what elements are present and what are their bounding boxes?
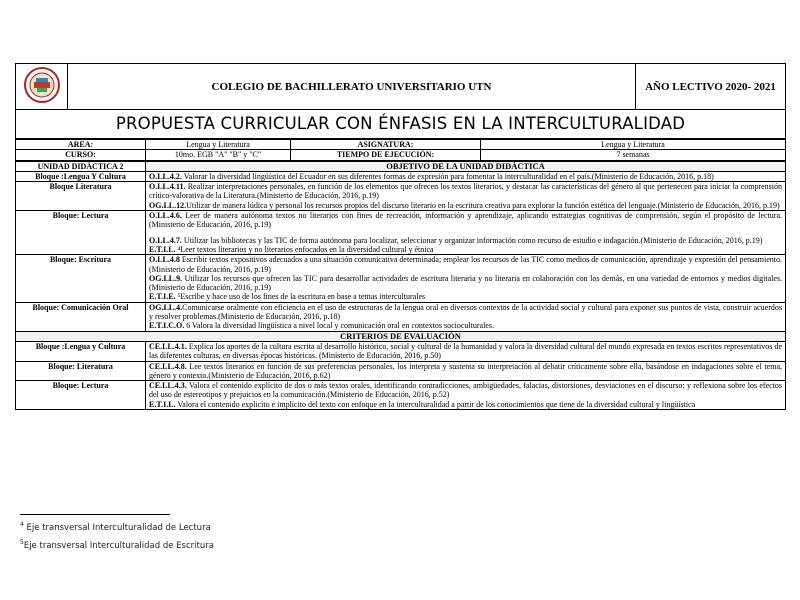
- criterio-item: [149, 342, 782, 361]
- objetivo-content: [146, 211, 786, 255]
- tiempo-label: TIEMPO DE EJECUCIÓN:: [291, 150, 481, 160]
- objetivo-text: Leer de manera autónoma textos no literarios con fines de recreación, información y aprendizaje, aplicando estrategias cognitivas de comprensión, según el propósito de lectura.(Ministerio de Educación, 2016, p.19): [149, 211, 782, 230]
- criterio-item: [149, 400, 782, 409]
- area-value: Lengua y Literatura: [146, 140, 291, 150]
- objetivo-bloque-label: Bloque :Lengua Y Cultura: [16, 171, 146, 181]
- document-title: PROPUESTA CURRICULAR CON ÉNFASIS EN LA INTERCULTURALIDAD: [16, 110, 786, 139]
- objetivo-item: [149, 303, 782, 322]
- objetivo-text: Realizar interpretaciones personales, en función de los elementos que ofrecen los textos literarios, y destacar las características del género al que pertenecen para iniciar la comprensión crítico-valorativa de la Literatura.(Ministerio de Educación, 2016, p.19): [149, 182, 782, 201]
- criterio-text: Valora el contenido explícito de dos o más textos orales, identificando contradicciones, ambigüedades, falacias, distorsiones, desviaciones en el discurso; y reflexiona sobre los efectos del uso de estereotipos y prejuicios en la comunicación.(Ministerio de Educación, 2016, p.52): [149, 381, 782, 400]
- criterio-row: [16, 361, 786, 381]
- objetivo-text: 6 Valora la diversidad lingüística a nivel local y comunicación oral en contextos socioculturales.: [184, 321, 494, 331]
- footnote-divider: [20, 514, 170, 515]
- objetivo-content: [146, 302, 786, 331]
- objetivo-item: [149, 292, 782, 301]
- criterio-code: CE.LL.4.1.: [149, 341, 187, 351]
- footnotes: [20, 514, 780, 557]
- objetivo-item: [149, 236, 782, 245]
- objetivo-code: O.LL.4.8: [149, 255, 180, 265]
- objetivo-row: [16, 302, 786, 331]
- criterios-header: CRITERIOS DE EVALUACIÓN: [16, 331, 786, 341]
- school-crest-icon: [22, 66, 62, 104]
- objetivo-code: O.LL.4.7.: [149, 235, 182, 245]
- objetivo-item: [149, 274, 782, 293]
- asignatura-label: ASIGNATURA:: [291, 140, 481, 150]
- objetivos-section: [16, 171, 786, 331]
- curricular-document: [15, 63, 786, 410]
- objetivo-text: ⁴Leer textos literarios y no literarios enfocados en la diversidad cultural y étnica: [175, 244, 434, 254]
- objetivo-text: ⁵Escribe y hace uso de los fines de la escritura en base a temas interculturales: [175, 292, 426, 302]
- footnote-number: 4: [20, 521, 24, 528]
- objetivo-item: [149, 201, 782, 210]
- criterios-section: [16, 341, 786, 409]
- school-logo: [16, 64, 68, 110]
- objetivo-row: [16, 255, 786, 302]
- footnote: [20, 521, 780, 533]
- meta-table: [15, 139, 786, 161]
- objetivo-row: [16, 182, 786, 211]
- objetivo-text: Utilizar de manera lúdica y personal los recursos propios del discurso literario en la escritura creativa para explorar la función estética del lenguaje.(Ministerio de Educación, 2016, p.19): [186, 200, 780, 210]
- criterio-text: Lee textos literarios en función de sus preferencias personales, los interpreta y sustenta su interpretación al debatir críticamente sobre ella, basándose en indagaciones sobre el tema, género y contexto.(Ministerio de Educación, 2016, p.62): [149, 361, 782, 380]
- objetivo-row: [16, 171, 786, 181]
- area-label: AREA:: [16, 140, 146, 150]
- asignatura-value: Lengua y Literatura: [481, 140, 786, 150]
- content-table: [15, 161, 786, 410]
- objetivo-content: [146, 255, 786, 302]
- objetivo-code: E.T.I.E.: [149, 292, 176, 302]
- objetivo-content: [146, 171, 786, 181]
- criterio-code: CE.LL.4.3.: [149, 381, 187, 391]
- objetivo-item: [149, 172, 782, 181]
- objetivo-code: E.T.I.C.O.: [149, 321, 185, 331]
- footnote: [20, 539, 780, 551]
- criterio-item: [149, 381, 782, 400]
- objetivo-code: OG.LL.12.: [149, 200, 187, 210]
- footnote-text: Eje transversal Interculturalidad de Escritura: [23, 540, 214, 551]
- objetivo-bloque-label: Bloque: Lectura: [16, 211, 146, 255]
- objetivo-code: O.LL.4.2.: [149, 171, 182, 181]
- criterio-code: E.T.I.L.: [149, 399, 176, 409]
- header-table: [15, 63, 786, 139]
- criterio-content: [146, 361, 786, 381]
- school-year: AÑO LECTIVO 2020- 2021: [636, 64, 786, 110]
- objetivo-text: Comunicarse oralmente con eficiencia en el uso de estructuras de la lengua oral en diversos contextos de la actividad social y cultural para exponer sus puntos de vista, construir acuerdos y resolver problemas.(Ministerio de Educación, 2016, p.18): [149, 302, 782, 322]
- objetivo-text: Utilizar los recursos que ofrecen las TIC para desarrollar actividades de escritura literaria y no literaria en colaboración con los demás, en una variedad de entornos y medios digitales.(Ministerio de Educación, 2016, p.19): [149, 273, 782, 293]
- criterio-text: Explica los aportes de la cultura escrita al desarrollo histórico, social y cultural de la humanidad y valora la diversidad cultural del mundo expresada en textos escritos representativos de las diferentes culturas, en diversas épocas históricas. (Ministerio de Educación, 2016, p.50): [149, 341, 782, 361]
- objetivo-text: Escribir textos expositivos adecuados a una situación comunicativa determinada; emplear los recursos de las TIC como medios de comunicación, aprendizaje y expresión del pensamiento.(Ministerio de Educación, 2016, p.19): [149, 255, 782, 274]
- criterio-bloque-label: Bloque :Lengua y Cultura: [16, 341, 146, 361]
- criterio-row: [16, 341, 786, 361]
- footnote-text: Eje transversal Interculturalidad de Lectura: [23, 522, 211, 533]
- objetivo-item: [149, 321, 782, 330]
- objetivo-code: O.LL.4.11.: [149, 182, 186, 192]
- objetivo-content: [146, 182, 786, 211]
- objetivo-header: OBJETIVO DE LA UNIDAD DIDÁCTICA: [146, 161, 786, 171]
- criterio-row: [16, 381, 786, 410]
- criterio-item: [149, 362, 782, 381]
- tiempo-value: 7 semanas: [481, 150, 786, 160]
- curso-label: CURSO:: [16, 150, 146, 160]
- objetivo-bloque-label: Bloque Literatura: [16, 182, 146, 211]
- objetivo-item: [149, 182, 782, 201]
- criterio-bloque-label: Bloque: Lectura: [16, 381, 146, 410]
- footnote-number: 5: [20, 538, 24, 546]
- objetivo-code: E.T.I.L.: [149, 244, 176, 254]
- objetivo-code: OG.LL.4.: [149, 302, 183, 312]
- objetivo-item: [149, 255, 782, 274]
- objetivo-item: [149, 211, 782, 230]
- criterio-content: [146, 381, 786, 410]
- objetivo-item: [149, 245, 782, 254]
- school-name: COLEGIO DE BACHILLERATO UNIVERSITARIO UTN: [68, 64, 636, 110]
- criterio-code: CE.LL.4.8.: [149, 361, 187, 371]
- criterio-text: Valora el contenido explicito e implícito del texto con enfoque en la interculturalidad a partir de los conocimientos que tiene de la diversidad cultural y lingüística: [175, 399, 696, 409]
- criterio-content: [146, 341, 786, 361]
- objetivo-code: O.LL.4.6.: [149, 211, 182, 221]
- objetivo-bloque-label: Bloque: Comunicación Oral: [16, 302, 146, 331]
- criterio-bloque-label: Bloque: Literatura: [16, 361, 146, 381]
- objetivo-text: Utilizar las bibliotecas y las TIC de forma autónoma para localizar, seleccionar y organizar información como recurso de estudio e indagación.(Ministerio de Educación, 2016, p.19): [181, 235, 763, 245]
- curso-value: 10mo. EGB "A" "B" y "C": [146, 150, 291, 160]
- objetivo-row: [16, 211, 786, 255]
- objetivo-text: Valorar la diversidad lingüística del Ecuador en sus diferentes formas de expresión para fomentar la interculturalidad en el país.(Ministerio de Educación, 2016, p.18): [181, 171, 714, 181]
- objetivo-code: OG.LL.9.: [149, 273, 183, 283]
- unidad-label: UNIDAD DIDÁCTICA 2: [16, 161, 146, 171]
- objetivo-bloque-label: Bloque: Escritura: [16, 255, 146, 302]
